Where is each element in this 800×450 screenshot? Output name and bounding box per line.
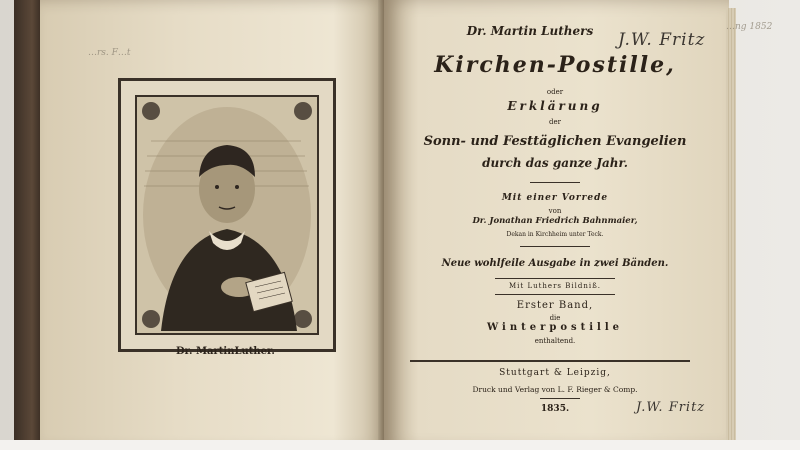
title-line-evangelien: Sonn- und Festtäglichen Evangelien — [423, 134, 687, 149]
title-line-vorrede: Mit einer Vorrede — [501, 193, 609, 203]
title-line-band: Erster Band, — [516, 300, 594, 311]
title-line-enthaltend: enthaltend. — [534, 337, 576, 345]
page-edges — [726, 8, 736, 440]
divider-1 — [530, 182, 580, 183]
divider-3 — [495, 278, 615, 279]
title-line-jahr: durch das ganze Jahr. — [482, 156, 628, 170]
left-page-frontispiece — [40, 0, 385, 450]
divider-4 — [495, 294, 615, 295]
divider-2 — [520, 246, 590, 247]
signature-bottom: J.W. Fritz — [636, 400, 706, 415]
title-line-der: der — [549, 118, 561, 126]
portrait-frame — [118, 78, 336, 352]
portrait-caption: Dr. MartinLuther. — [176, 346, 275, 357]
title-line-bahnmaier: Dr. Jonathan Friedrich Bahnmaier, — [472, 216, 638, 226]
table-surface — [0, 440, 800, 450]
title-line-bildniss: Mit Luthers Bildniß. — [509, 282, 601, 290]
luther-portrait-engraving — [121, 81, 333, 349]
title-main: Kirchen-Postille, — [434, 52, 676, 78]
publisher-city: Stuttgart & Leipzig, — [499, 368, 611, 378]
pencil-note: …rs. F…t — [88, 48, 131, 58]
title-line-von: von — [548, 207, 562, 215]
publisher-name: Druck und Verlag von L. F. Rieger & Comp. — [472, 385, 638, 394]
title-line-winterpostille: Winterpostille — [486, 322, 624, 333]
publication-year: 1835. — [540, 404, 570, 414]
year-rule — [540, 398, 580, 399]
title-line-die: die — [549, 314, 561, 322]
title-line-author: Dr. Martin Luthers — [466, 24, 594, 38]
title-line-oder: oder — [546, 88, 564, 96]
title-line-erklaerung: Erklärung — [507, 99, 603, 113]
title-line-dekan: Dekan in Kirchheim unter Teck. — [506, 231, 604, 238]
title-line-ausgabe: Neue wohlfeile Ausgabe in zwei Bänden. — [441, 258, 669, 269]
signature-top: J.W. Fritz — [618, 30, 706, 50]
thick-rule — [410, 360, 690, 362]
corner-note: …ng 1852 — [726, 22, 773, 32]
